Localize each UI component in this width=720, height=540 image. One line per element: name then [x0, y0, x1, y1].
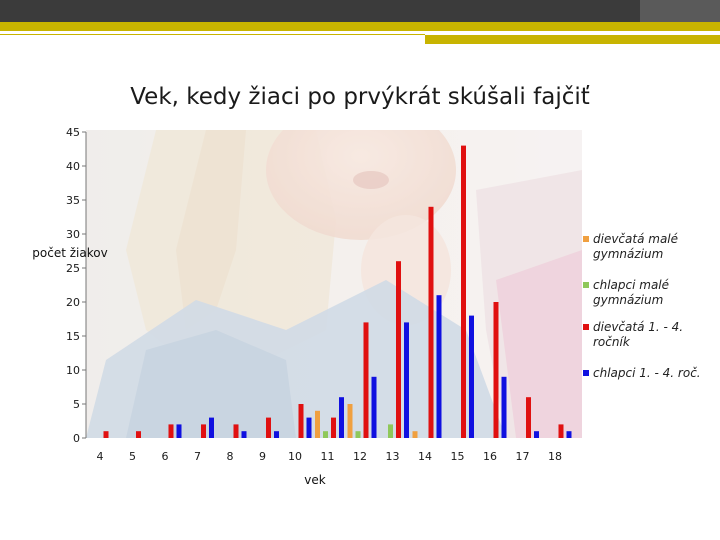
bar-series-3: [299, 404, 304, 438]
bar-series-4: [372, 377, 377, 438]
bar-series-4: [209, 418, 214, 438]
x-tick-label: 6: [161, 450, 169, 463]
y-tick-label: 25: [66, 262, 80, 275]
x-tick-label: 9: [259, 450, 266, 463]
bar-series-3: [396, 261, 401, 438]
x-tick-label: 12: [353, 450, 367, 463]
legend-label: dievčatá malé gymnázium: [593, 232, 679, 261]
x-tick-label: 8: [226, 450, 234, 463]
bar-series-4: [339, 397, 344, 438]
bar-series-4: [567, 431, 572, 438]
bar-series-3: [494, 302, 499, 438]
bar-series-3: [429, 207, 434, 438]
legend-label: chlapci 1. - 4. roč.: [593, 366, 701, 380]
bar-series-3: [266, 418, 271, 438]
x-tick-label: 18: [548, 450, 562, 463]
y-axis-label: počet žiakov: [32, 246, 108, 260]
bar-series-3: [331, 418, 336, 438]
legend-item: [584, 232, 714, 262]
bar-series-3: [104, 431, 109, 438]
legend-label: dievčatá 1. - 4. ročník: [593, 320, 684, 349]
bar-series-1: [413, 431, 418, 438]
bars-group: [104, 146, 572, 438]
bar-series-4: [469, 316, 474, 438]
bar-series-4: [177, 424, 182, 438]
bar-series-3: [136, 431, 141, 438]
x-tick-label: 17: [515, 450, 530, 463]
x-tick-label: 16: [483, 450, 497, 463]
bar-series-3: [461, 146, 466, 438]
y-tick-label: 15: [66, 330, 80, 343]
y-tick-label: 30: [66, 228, 80, 241]
y-tick-label: 35: [66, 194, 80, 207]
slide-title: Vek, kedy žiaci po prvýkrát skúšali fajčiť: [130, 84, 590, 110]
x-tick-label: 10: [288, 450, 302, 463]
bar-series-2: [356, 431, 361, 438]
bar-series-3: [169, 424, 174, 438]
legend-item: [584, 366, 701, 381]
bar-series-3: [201, 424, 206, 438]
axes-group: [66, 126, 562, 463]
bar-series-1: [315, 411, 320, 438]
y-tick-label: 20: [66, 296, 80, 309]
y-tick-label: 0: [73, 432, 80, 445]
bar-series-4: [274, 431, 279, 438]
legend-swatch: [583, 370, 589, 376]
y-tick-label: 40: [66, 160, 80, 173]
legend-item: [584, 320, 714, 350]
bar-series-4: [242, 431, 247, 438]
bar-series-3: [234, 424, 239, 438]
bar-series-4: [437, 295, 442, 438]
x-tick-label: 11: [320, 450, 335, 463]
x-axis-label: vek: [304, 473, 326, 487]
y-tick-label: 5: [73, 398, 80, 411]
x-tick-label: 4: [96, 450, 104, 463]
bar-series-4: [307, 418, 312, 438]
y-tick-label: 10: [66, 364, 80, 377]
legend-item: [584, 278, 714, 308]
x-tick-label: 5: [129, 450, 136, 463]
legend-swatch: [583, 282, 589, 288]
x-tick-label: 7: [194, 450, 201, 463]
bar-series-4: [534, 431, 539, 438]
bar-series-4: [502, 377, 507, 438]
x-tick-label: 15: [450, 450, 465, 463]
legend-label: chlapci malé gymnázium: [593, 278, 670, 307]
y-tick-label: 45: [66, 126, 80, 139]
bar-series-3: [526, 397, 531, 438]
bar-series-3: [559, 424, 564, 438]
bar-series-1: [348, 404, 353, 438]
x-tick-label: 14: [418, 450, 432, 463]
bar-series-3: [364, 322, 369, 438]
bar-series-4: [404, 322, 409, 438]
bar-series-2: [388, 424, 393, 438]
x-tick-label: 13: [385, 450, 400, 463]
legend-swatch: [583, 236, 589, 242]
legend-swatch: [583, 324, 589, 330]
bar-series-2: [323, 431, 328, 438]
